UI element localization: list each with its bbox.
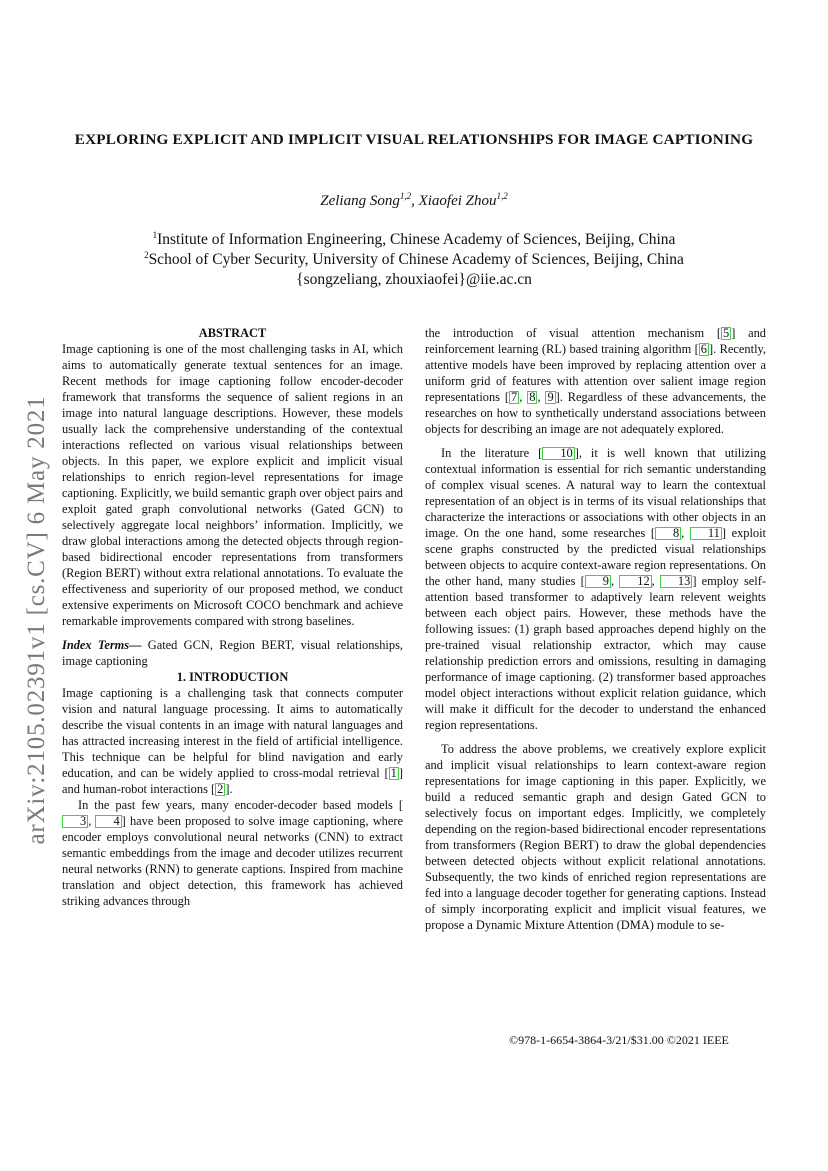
citation-link[interactable]: 8 <box>529 390 536 404</box>
citation-link[interactable]: 6 <box>700 342 707 356</box>
citation-link[interactable]: 3 <box>62 815 88 828</box>
copyright-notice: ©978-1-6654-3864-3/21/$31.00 ©2021 IEEE <box>509 1033 729 1047</box>
affiliation-2-text: School of Cyber Security, University of Chinese Academy of Sciences, Beijing, China <box>148 251 684 268</box>
contact-email: {songzeliang, zhouxiaofei}@iie.ac.cn <box>296 271 532 288</box>
intro-p2-text: have been proposed to solve image captioning, where encoder employs convolutional neural networks (CNN) to extract semantic embeddings from the image and decoder utilizes recurrent neural networks (RNN) to generate captions. Inspired from machine translation and object detection, this framework has achieved striking advances through <box>62 814 403 908</box>
citation-link[interactable]: 9 <box>547 390 554 404</box>
intro-p1-text: . <box>229 782 233 796</box>
intro-r1-text: . Regardless of these advancements, the researches on how to synthetically understand associations between objects for describing an image are not adequately explored. <box>425 390 766 436</box>
introduction-heading: 1. INTRODUCTION <box>176 670 289 684</box>
author-2-affiliation-mark: 1,2 <box>496 191 508 201</box>
citation-link[interactable]: 7 <box>511 390 518 404</box>
abstract-heading: ABSTRACT <box>198 326 267 340</box>
intro-r1-text: . Recently, attentive models have been improved by replacing attention over a uniform grid of features with attention over salient image region representations <box>425 342 766 404</box>
intro-p1-text: and human-robot interactions <box>62 782 211 796</box>
affiliations <box>0 230 828 290</box>
intro-paragraph-5: To address the above problems, we creatively explore explicit and implicit visual relationships to learn context-aware region representations for image captioning in this paper. Explicitly, we build a reduced semantic graph and design Gated GCN to selectively focus on important edges. Implicitly, we completely depending on the region-based bidirectional encoder representations from transformers (Region BERT) to draw the global dependencies between detected objects without explicit relational annotations. Subsequently, the two kinds of enriched region representations are fed into a language decoder together for generating captions. Instead of simply incorporating explicit and implicit visual features, we propose a Dynamic Mixture Attention (DMA) module to se- <box>425 742 766 932</box>
affiliation-1-text: Institute of Information Engineering, Chinese Academy of Sciences, Beijing, China <box>157 231 676 248</box>
intro-paragraph-1: Image captioning is a challenging task that connects computer vision and natural language processing. It aims to automatically describe the visual contents in an image with natural languages and has attracted increasing interest in the field of artificial intelligence. This technique can be helpful for blind navigation and early education, and can be widely applied to cross-modal retrieval [ 1 ] and human-robot interactions [ 2 ]. <box>62 686 403 796</box>
author-line <box>0 193 828 210</box>
affiliation-2-mark: 2 <box>144 250 149 260</box>
citation-link[interactable]: 5 <box>723 326 730 340</box>
intro-p1-text: Image captioning is a challenging task that connects computer vision and natural language processing. It aims to automatically describe the visual contents in an image with natural languages and has attracted increasing interest in the field of artificial intelligence. This technique can be helpful for blind navigation and early education, and can be widely applied to cross-modal retrieval <box>62 686 403 780</box>
citation-link[interactable]: 4 <box>95 815 121 828</box>
intro-r2-text: exploit scene graphs constructed by the predicted visual relationships between objects to acquire context-aware region representations. On the other hand, many studies <box>425 526 766 588</box>
citation-link[interactable]: 10 <box>542 447 574 460</box>
arxiv-sidebar-stamp <box>22 360 52 880</box>
citation-link[interactable]: 9 <box>585 575 611 588</box>
intro-p2-text: In the past few years, many encoder-decoder based models <box>78 798 399 812</box>
citation-link[interactable]: 12 <box>619 575 651 588</box>
intro-r1-text: and reinforcement learning (RL) based training algorithm <box>425 326 766 356</box>
intro-r2-text: employ self-attention based transformer to adaptively learn relevent weights between each object pairs. However, these methods have the following issues: (1) graph based approaches depend highly on the pre-trained visual relationship extractor, which may cause relationship prediction errors and omissions, resulting in damaging performance of image captioning. (2) transformer based approaches model object interactions without explicit relation guidance, which will make it difficult for the decoder to understand the enhanced region representations. <box>425 574 766 732</box>
citation-link[interactable]: 11 <box>690 527 722 540</box>
intro-r2-text: , it is well known that utilizing contextual information is essential for rich semantic understanding of complex visual scenes. A natural way to learn the contextual representation of an object is in terms of its visual relationships that characterize the interactions or associations with other objects in an image. On the one hand, some researches <box>425 446 767 540</box>
arxiv-id: arXiv:2105.02391v1 [cs.CV] 6 May 2021 <box>23 395 50 845</box>
author-1-affiliation-mark: 1,2 <box>399 191 412 201</box>
author-separator: , <box>411 193 419 209</box>
affiliation-2 <box>0 250 828 270</box>
left-column <box>62 325 403 909</box>
intro-paragraph-3: the introduction of visual attention mechanism [ 5 ] and reinforcement learning (RL) based training algorithm [ 6 ]. Recently, attentive models have been improved by replacing attention over a uniform grid of features with attention over salient image region representations [ 7 , 8 , 9 ]. Regardless of these advancements, the researches on how to synthetically understand associations between objects for describing an image are not adequately explored. <box>425 326 766 436</box>
intro-paragraph-2: In the past few years, many encoder-decoder based models [3 , 4 ] have been proposed to solve image captioning, where encoder employs convolutional neural networks (CNN) to extract semantic embeddings from the image and decoder utilizes recurrent neural networks (RNN) to generate captions. Inspired from machine translation and object detection, this framework has achieved striking advances through <box>62 798 403 908</box>
right-column <box>425 325 766 933</box>
author-2: Xiaofei Zhou <box>418 193 497 209</box>
author-1: Zeliang Song <box>320 193 400 209</box>
intro-paragraph-4: In the literature [ 10 ], it is well known that utilizing contextual information is essential for rich semantic understanding of complex visual scenes. A natural way to learn the contextual representation of an object is in terms of its visual relationships that characterize the interactions or associations with other objects in an image. On the one hand, some researches [ 8 , 11 ] exploit scene graphs constructed by the predicted visual relationships between objects to acquire context-aware region representations. On the other hand, many studies [ 9 , 12 , 13 ] employ self-attention based transformer to adaptively learn relevent weights between each object pairs. However, these methods have the following issues: (1) graph based approaches depend highly on the pre-trained visual relationship extractor, which may cause relationship prediction errors and omissions, resulting in damaging performance of image captioning. (2) transformer based approaches model object interactions without explicit relation guidance, which will make it difficult for the decoder to understand the enhanced region representations. <box>425 446 767 732</box>
index-terms-text: Gated GCN, Region BERT, visual relationships, image captioning <box>62 638 403 668</box>
intro-r1-text: the introduction of visual attention mechanism <box>425 326 717 340</box>
paper-title: EXPLORING EXPLICIT AND IMPLICIT VISUAL RELATIONSHIPS FOR IMAGE CAPTIONING <box>74 131 754 148</box>
abstract-text: Image captioning is one of the most challenging tasks in AI, which aims to automatically generate textual sentences for an image. Recent methods for image captioning follow encoder-decoder framework that transforms the sequence of salient regions in an image into natural language descriptions. However, these models usually lack the comprehensive understanding of the contextual interactions reflected on various visual relationships between objects. In this paper, we explore explicit and implicit visual relationships to enrich region-level representations for image captioning. Explicitly, we build semantic graph over object pairs and exploit gated graph convolutional networks (Gated GCN) to selectively aggregate local neighbors’ information. Implicitly, we draw global interactions among the detected objects through region-based bidirectional encoder representations from transformers (Region BERT) without extra relational annotations. To evaluate the effectiveness and superiority of our proposed method, we conduct extensive experiments on Microsoft COCO benchmark and achieve remarkable improvements compared with strong baselines. <box>62 342 403 628</box>
affiliation-1 <box>0 230 828 250</box>
citation-link[interactable]: 8 <box>655 527 681 540</box>
index-terms <box>62 637 403 669</box>
index-terms-label: Index Terms— <box>62 638 142 652</box>
intro-r2-text: In the literature <box>441 446 539 460</box>
citation-link[interactable]: 13 <box>660 575 692 588</box>
citation-link[interactable]: 2 <box>217 782 224 796</box>
affiliation-1-mark: 1 <box>152 230 158 240</box>
citation-link[interactable]: 1 <box>390 766 397 780</box>
